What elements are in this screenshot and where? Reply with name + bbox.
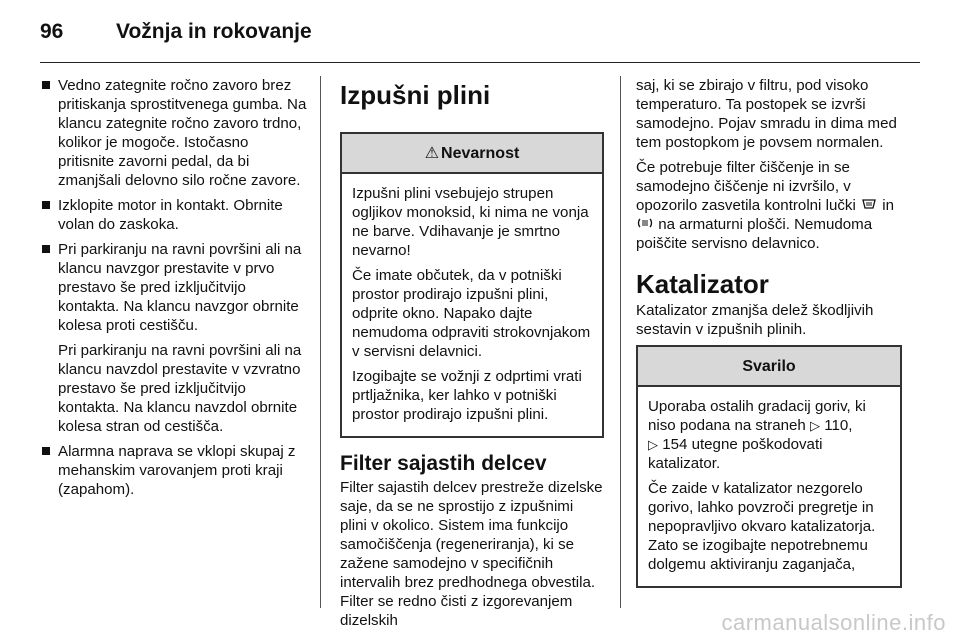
body-paragraph: saj, ki se zbirajo v filtru, pod visoko temperaturo. Ta postopek se izvrši samodejno. Pojav smradu in dima med tem postopkom je povsem normalen.: [636, 77, 897, 151]
bullet-text: Alarmna naprava se vklopi skupaj z mehanskim varovanjem proti kraji (zapahom).: [58, 443, 296, 498]
bullet-text: Izklopite motor in kontakt. Obrnite volan do zaskoka.: [58, 197, 283, 233]
header-divider: [40, 62, 920, 63]
danger-paragraph: Izpušni plini vsebujejo strupen ogljikov monoksid, ki nima ne vonja ne barve. Vdihavanje je smrtno nevarno!: [352, 185, 589, 259]
bullet-icon: [42, 81, 50, 89]
page-reference[interactable]: 110,: [824, 417, 853, 434]
page-header: [40, 14, 312, 50]
page-reference-icon: ▷: [809, 418, 820, 433]
danger-box: [340, 132, 604, 438]
bullet-icon: [42, 447, 50, 455]
column-divider: [320, 76, 321, 608]
body-paragraph: [636, 158, 902, 253]
danger-box-title: Nevarnost: [441, 144, 520, 162]
danger-box-header: [342, 134, 602, 174]
column-divider: [620, 76, 621, 608]
subsection-title: Filter sajastih delcev: [340, 452, 547, 475]
paragraph-text: na armaturni plošči. Nemudoma poiščite servisno delavnico.: [636, 216, 873, 252]
bullet-text: Pri parkiranju na ravni površini ali na klancu navzgor prestavite v prvo prestavo še pred izključitvijo kontakta. Na klancu navzgor obrnite kolesa proti cestišču.: [58, 241, 302, 334]
caution-paragraph: Če zaide v katalizator nezgorelo gorivo, lahko povzroči pregretje in nepopravljivo okvaro katalizatorja. Zato se izogibajte nepotrebnemu dolgemu aktiviranju zaganjača,: [648, 480, 876, 573]
page-number: 96: [40, 20, 64, 43]
caution-box: [636, 345, 902, 588]
chapter-title: Vožnja in rokovanje: [116, 20, 312, 43]
warning-triangle-icon: ⚠: [424, 144, 440, 162]
paragraph-text: Če potrebuje filter čiščenje in se samodejno čiščenje ni izvršilo, v opozorilo zasvetila kontrolni lučki: [636, 159, 856, 214]
bullet-icon: [42, 245, 50, 253]
danger-box-body: [342, 174, 602, 436]
page-reference-icon: ▷: [648, 437, 658, 452]
danger-paragraph: Izogibajte se vožnji z odprtimi vrati prtljažnika, ker lahko v potniški prostor prodirajo izpušni plini.: [352, 368, 582, 423]
preheating-coil-icon: [636, 215, 654, 234]
filter-warning-icon: [860, 196, 878, 215]
watermark: carmanualsonline.info: [721, 610, 946, 635]
bullet-subparagraph: Pri parkiranju na ravni površini ali na klancu navzdol prestavite v vzvratno prestavo še pred izključitvijo kontakta. Na klancu navzdol obrnite kolesa stran od cestišča.: [58, 342, 302, 435]
page-reference[interactable]: 154 utegne poškodovati katalizator.: [648, 436, 823, 472]
list-item: [40, 196, 308, 234]
section-title: Katalizator: [636, 269, 769, 299]
caution-box-body: [638, 387, 900, 586]
danger-paragraph: Če imate občutek, da v potniški prostor prodirajo izpušni plini, odprite okno. Napako dajte nemudoma odpraviti strokovnjakom v servisni delavnici.: [352, 267, 591, 360]
caution-box-header: Svarilo: [638, 347, 900, 387]
list-item: [40, 240, 308, 436]
paragraph-text: in: [882, 197, 894, 214]
list-item: [40, 442, 308, 499]
caution-paragraph: [648, 397, 890, 473]
body-paragraph: Katalizator zmanjša delež škodljivih sestavin v izpušnih plinih.: [636, 302, 874, 338]
bullet-list: [40, 76, 308, 499]
bullet-text: Vedno zategnite ročno zavoro brez pritiskanja sprostitvenega gumba. Na klancu zategnite ročno zavoro trdno, kolikor je mogoče. Istočasno pritisnite zavorni pedal, da bi zmanjšali delovno silo ročne zavore.: [58, 77, 307, 189]
column-middle: [340, 76, 604, 636]
list-item: [40, 76, 308, 190]
paragraph-text: Uporaba ostalih gradacij goriv, ki niso podana na straneh: [648, 398, 866, 434]
section-title: Izpušni plini: [340, 80, 491, 110]
bullet-icon: [42, 201, 50, 209]
column-right: [636, 76, 902, 588]
body-paragraph: Filter sajastih delcev prestreže dizelske saje, da se ne sprostijo z izpušnimi plini v okolico. Sistem ima funkcijo samočiščenja (regeneriranja), ki se zažene samodejno v specifičnih intervalih brez predhodnega obvestila. Filter se redno čisti z izgorevanjem dizelskih: [340, 479, 603, 629]
column-left: [40, 76, 308, 505]
